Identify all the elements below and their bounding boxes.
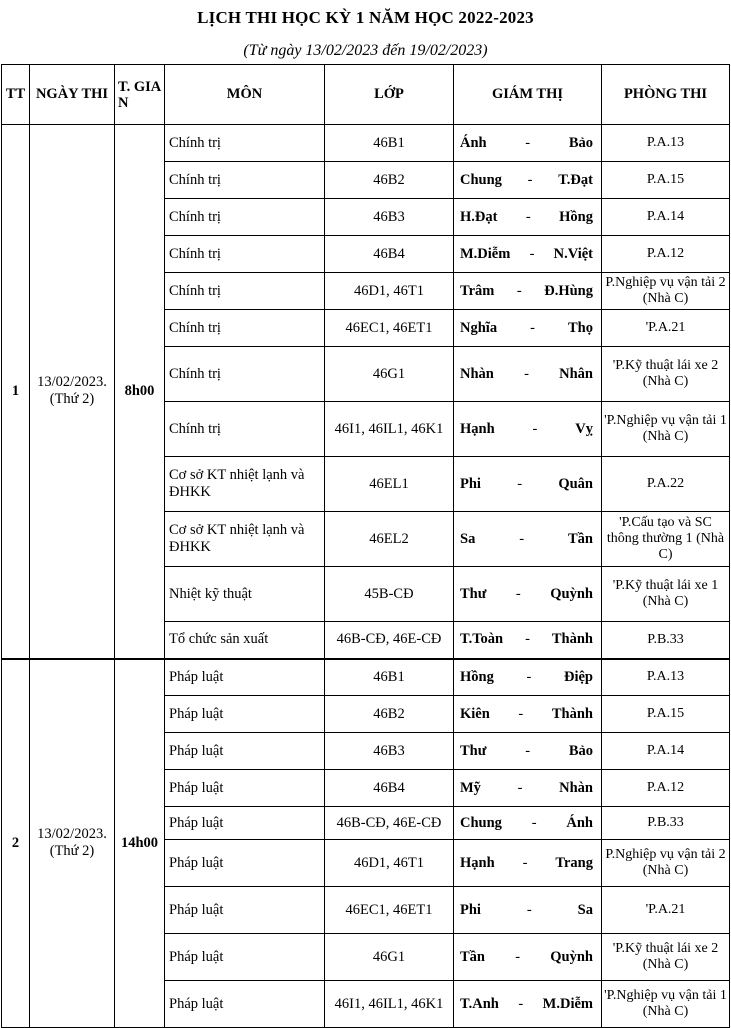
proctor-cell	[454, 457, 602, 512]
date-text: 13/02/2023.	[37, 374, 107, 391]
proctor-separator: -	[525, 134, 531, 151]
proctor-separator: -	[522, 854, 528, 871]
class-cell: 46EL1	[325, 457, 454, 512]
class-cell: 46G1	[325, 347, 454, 402]
proctor-cell	[454, 402, 602, 457]
proctor-cell	[454, 807, 602, 840]
proctor-2: Nhân	[559, 365, 593, 382]
weekday-text: (Thứ 2)	[49, 843, 95, 860]
proctor-2: Hồng	[559, 208, 593, 225]
weekday-text: (Thứ 2)	[49, 391, 95, 408]
subject-cell: Chính trị	[165, 402, 325, 457]
proctor-separator: -	[532, 420, 538, 437]
header-mon: MÔN	[165, 65, 325, 125]
subject-cell: Nhiệt kỹ thuật	[165, 567, 325, 622]
proctor-separator: -	[530, 319, 535, 336]
proctor-2: Sa	[577, 901, 593, 918]
session-number: 1	[2, 125, 30, 659]
proctor-1: Sa	[460, 530, 476, 547]
exam-schedule-table	[1, 64, 730, 1028]
proctor-2: Quỳnh	[550, 948, 593, 965]
proctor-cell	[454, 659, 602, 696]
room-cell: 'P.A.21	[602, 310, 730, 347]
header-ngay-thi: NGÀY THI	[30, 65, 115, 125]
proctor-cell	[454, 162, 602, 199]
proctor-2: Trang	[555, 854, 593, 871]
header-tt: TT	[2, 65, 30, 125]
room-cell: P.A.12	[602, 236, 730, 273]
proctor-1: Chung	[460, 814, 502, 831]
proctor-cell	[454, 622, 602, 659]
proctor-cell	[454, 236, 602, 273]
proctor-1: T.Anh	[460, 995, 499, 1012]
subject-cell: Pháp luật	[165, 887, 325, 934]
subject-cell: Chính trị	[165, 273, 325, 310]
proctor-2: Quỳnh	[550, 585, 593, 602]
room-cell: P.A.14	[602, 733, 730, 770]
header-lop: LỚP	[325, 65, 454, 125]
subject-cell: Pháp luật	[165, 807, 325, 840]
proctor-2: Điệp	[564, 668, 593, 685]
proctor-1: Hồng	[460, 668, 494, 685]
class-cell: 46G1	[325, 934, 454, 981]
proctor-cell	[454, 125, 602, 162]
proctor-cell	[454, 512, 602, 567]
class-cell: 46I1, 46IL1, 46K1	[325, 981, 454, 1028]
proctor-separator: -	[515, 585, 521, 602]
proctor-cell	[454, 840, 602, 887]
room-cell: 'P.Kỹ thuật lái xe 2 (Nhà C)	[602, 934, 730, 981]
subject-cell: Chính trị	[165, 199, 325, 236]
proctor-2: Thành	[551, 705, 593, 722]
proctor-separator: -	[526, 668, 532, 685]
proctor-2: Ánh	[566, 814, 593, 831]
room-cell: P.B.33	[602, 622, 730, 659]
proctor-1: Thư	[460, 585, 487, 602]
subject-cell: Pháp luật	[165, 840, 325, 887]
proctor-separator: -	[525, 208, 531, 225]
header-thoi-gian: T. GIA N	[115, 65, 165, 125]
subject-cell: Chính trị	[165, 310, 325, 347]
subject-cell: Pháp luật	[165, 733, 325, 770]
proctor-cell	[454, 733, 602, 770]
class-cell: 46B4	[325, 770, 454, 807]
subject-cell: Pháp luật	[165, 696, 325, 733]
proctor-2: Bảo	[568, 742, 593, 759]
proctor-cell	[454, 934, 602, 981]
class-cell: 46D1, 46T1	[325, 840, 454, 887]
room-cell: P.Nghiệp vụ vận tải 2 (Nhà C)	[602, 273, 730, 310]
proctor-1: Nhàn	[460, 365, 494, 382]
page-title: LỊCH THI HỌC KỲ 1 NĂM HỌC 2022-2023	[197, 8, 534, 27]
session-time: 8h00	[115, 125, 165, 659]
proctor-separator: -	[531, 814, 537, 831]
room-cell: 'P.Cấu tạo và SC thông thường 1 (Nhà C)	[602, 512, 730, 567]
subject-cell: Chính trị	[165, 162, 325, 199]
class-cell: 46B3	[325, 733, 454, 770]
header-giam-thi: GIÁM THỊ	[454, 65, 602, 125]
schedule-body	[2, 125, 730, 1028]
proctor-cell	[454, 199, 602, 236]
room-cell: 'P.Kỹ thuật lái xe 2 (Nhà C)	[602, 347, 730, 402]
class-cell: 46B-CĐ, 46E-CĐ	[325, 622, 454, 659]
proctor-separator: -	[525, 742, 531, 759]
proctor-1: Phi	[460, 475, 481, 492]
table-row	[2, 659, 730, 696]
header-phong-thi: PHÒNG THI	[602, 65, 730, 125]
class-cell: 46I1, 46IL1, 46K1	[325, 402, 454, 457]
proctor-2: Thọ	[567, 319, 593, 336]
proctor-1: Tần	[460, 948, 485, 965]
proctor-1: Chung	[460, 171, 502, 188]
proctor-cell	[454, 567, 602, 622]
subject-cell: Cơ sở KT nhiệt lạnh và ĐHKK	[165, 457, 325, 512]
proctor-2: T.Đạt	[558, 171, 593, 188]
proctor-1: Hạnh	[460, 854, 495, 871]
room-cell: 'P.Nghiệp vụ vận tải 1 (Nhà C)	[602, 981, 730, 1028]
proctor-separator: -	[516, 282, 522, 299]
proctor-cell	[454, 347, 602, 402]
proctor-1: T.Toàn	[460, 631, 504, 648]
proctor-separator: -	[526, 901, 532, 918]
proctor-1: Hạnh	[460, 420, 495, 437]
subject-cell: Chính trị	[165, 125, 325, 162]
header-row	[2, 65, 730, 125]
subject-cell: Pháp luật	[165, 981, 325, 1028]
class-cell: 46B3	[325, 199, 454, 236]
page-subtitle: (Từ ngày 13/02/2023 đến 19/02/2023)	[243, 42, 488, 59]
proctor-1: Phi	[460, 901, 481, 918]
proctor-2: Quân	[558, 475, 593, 492]
subject-cell: Cơ sở KT nhiệt lạnh và ĐHKK	[165, 512, 325, 567]
proctor-cell	[454, 696, 602, 733]
proctor-separator: -	[525, 631, 530, 648]
room-cell: P.A.13	[602, 659, 730, 696]
proctor-1: M.Diễm	[460, 245, 511, 262]
room-cell: P.A.22	[602, 457, 730, 512]
proctor-1: H.Đạt	[460, 208, 498, 225]
proctor-cell	[454, 310, 602, 347]
room-cell: P.A.15	[602, 162, 730, 199]
subject-cell: Tổ chức sản xuất	[165, 622, 325, 659]
proctor-2: N.Việt	[553, 245, 593, 262]
class-cell: 46EL2	[325, 512, 454, 567]
room-cell: 'P.Nghiệp vụ vận tải 1 (Nhà C)	[602, 402, 730, 457]
room-cell: 'P.Kỹ thuật lái xe 1 (Nhà C)	[602, 567, 730, 622]
proctor-2: Thành	[551, 631, 593, 648]
proctor-1: Kiên	[460, 705, 490, 722]
proctor-2: Nhàn	[559, 779, 593, 796]
room-cell: P.Nghiệp vụ vận tải 2 (Nhà C)	[602, 840, 730, 887]
proctor-1: Nghĩa	[460, 319, 498, 336]
proctor-separator: -	[518, 705, 524, 722]
class-cell: 46B2	[325, 696, 454, 733]
subject-cell: Pháp luật	[165, 934, 325, 981]
room-cell: P.A.13	[602, 125, 730, 162]
proctor-separator: -	[515, 948, 521, 965]
class-cell: 46EC1, 46ET1	[325, 887, 454, 934]
proctor-1: Trâm	[460, 282, 495, 299]
session-date	[30, 125, 115, 659]
table-row	[2, 125, 730, 162]
proctor-separator: -	[517, 475, 523, 492]
proctor-separator: -	[518, 995, 524, 1012]
subject-cell: Chính trị	[165, 236, 325, 273]
subject-cell: Pháp luật	[165, 659, 325, 696]
proctor-2: M.Diễm	[542, 995, 593, 1012]
class-cell: 45B-CĐ	[325, 567, 454, 622]
proctor-separator: -	[527, 171, 533, 188]
proctor-1: Ánh	[460, 134, 487, 151]
room-cell: P.A.15	[602, 696, 730, 733]
subject-cell: Chính trị	[165, 347, 325, 402]
room-cell: P.A.14	[602, 199, 730, 236]
proctor-cell	[454, 981, 602, 1028]
proctor-1: Mỹ	[460, 779, 481, 796]
proctor-separator: -	[529, 245, 535, 262]
class-cell: 46B-CĐ, 46E-CĐ	[325, 807, 454, 840]
proctor-cell	[454, 887, 602, 934]
proctor-2: Bảo	[568, 134, 593, 151]
room-cell: P.A.12	[602, 770, 730, 807]
proctor-2: Tần	[567, 530, 593, 547]
proctor-separator: -	[524, 365, 529, 382]
class-cell: 46B2	[325, 162, 454, 199]
proctor-2: Đ.Hùng	[544, 282, 593, 299]
class-cell: 46D1, 46T1	[325, 273, 454, 310]
class-cell: 46B4	[325, 236, 454, 273]
proctor-2: Vỵ	[575, 420, 593, 437]
proctor-separator: -	[519, 530, 525, 547]
subject-cell: Pháp luật	[165, 770, 325, 807]
proctor-cell	[454, 273, 602, 310]
proctor-1: Thư	[460, 742, 487, 759]
class-cell: 46B1	[325, 125, 454, 162]
class-cell: 46EC1, 46ET1	[325, 310, 454, 347]
proctor-cell	[454, 770, 602, 807]
session-date	[30, 659, 115, 1028]
class-cell: 46B1	[325, 659, 454, 696]
proctor-separator: -	[517, 779, 523, 796]
room-cell: P.B.33	[602, 807, 730, 840]
session-time: 14h00	[115, 659, 165, 1028]
date-text: 13/02/2023.	[37, 826, 107, 843]
room-cell: 'P.A.21	[602, 887, 730, 934]
session-number: 2	[2, 659, 30, 1028]
